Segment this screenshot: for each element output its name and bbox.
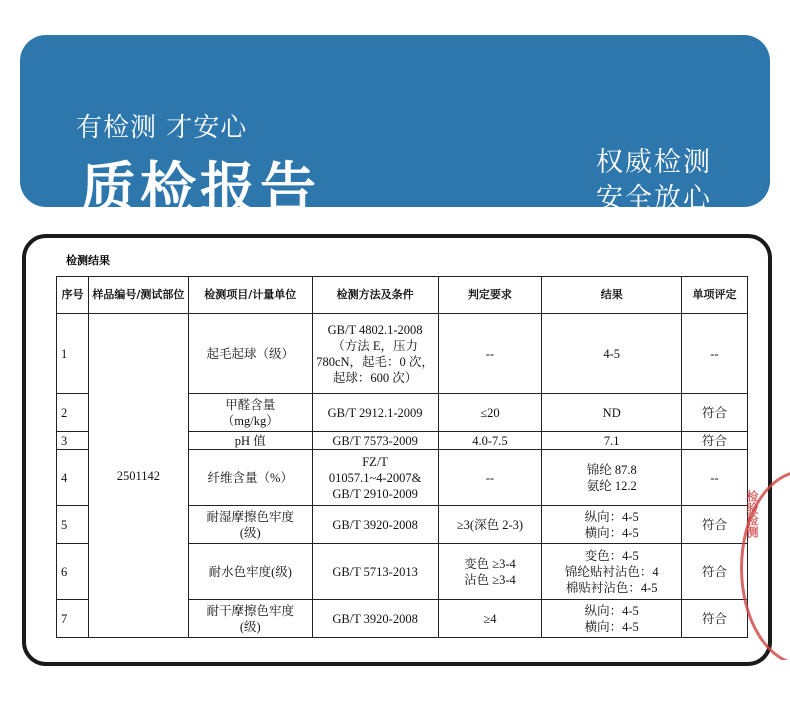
cell-item	[188, 506, 312, 544]
table-row	[57, 314, 748, 394]
cell-item-line: 耐干摩擦色牢度	[206, 603, 294, 618]
cell-method	[312, 314, 438, 394]
cell-method-line: 01057.1~4-2007&	[328, 470, 422, 485]
cell-result-line: 横向：4-5	[584, 525, 639, 540]
cell-method	[312, 394, 438, 432]
cell-method-line: GB/T 2910-2009	[332, 486, 418, 501]
cell-method-line: GB/T 2912.1-2009	[327, 405, 423, 420]
cell-method	[312, 600, 438, 638]
cell-result-line: 锦纶贴衬沾色：4	[564, 564, 659, 579]
cell-method	[312, 506, 438, 544]
cell-result-line: 7.1	[603, 433, 620, 448]
cell-result-line: 4-5	[603, 346, 621, 361]
cell-requirement-line: 变色 ≥3-4	[464, 556, 516, 571]
banner-subtitle: 有检测 才安心	[76, 113, 248, 143]
cell-result	[542, 394, 682, 432]
cell-seq: 7	[57, 600, 89, 638]
cell-verdict: 符合	[682, 432, 748, 450]
cell-requirement	[438, 450, 542, 506]
cell-item-line: 耐水色牢度(级)	[208, 564, 292, 579]
cell-requirement	[438, 600, 542, 638]
cell-item	[188, 450, 312, 506]
table-header-row	[57, 277, 748, 314]
cell-method	[312, 544, 438, 600]
cell-method-line: FZ/T	[362, 454, 388, 469]
header-item: 检测项目/计量单位	[188, 277, 312, 314]
cell-seq: 6	[57, 544, 89, 600]
cell-result-line: ND	[602, 405, 621, 420]
cell-sample-id: 2501142	[88, 314, 188, 638]
cell-verdict: 符合	[682, 394, 748, 432]
banner-slogan-line1: 权威检测	[596, 147, 712, 178]
cell-result-line: 横向：4-5	[584, 619, 639, 634]
cell-result-line: 变色：4-5	[584, 548, 639, 563]
header-seq: 序号	[57, 277, 89, 314]
cell-requirement	[438, 394, 542, 432]
cell-method	[312, 432, 438, 450]
cell-requirement-line: --	[485, 470, 495, 485]
stamp-text: 检验检测	[745, 490, 759, 538]
cell-method-line: 起球：600 次）	[332, 370, 418, 385]
cell-requirement-line: ≥4	[483, 611, 497, 626]
header-method: 检测方法及条件	[312, 277, 438, 314]
cell-result-line: 棉贴衬沾色：4-5	[565, 580, 658, 595]
header-requirement: 判定要求	[438, 277, 542, 314]
cell-requirement-line: 沾色 ≥3-4	[464, 572, 516, 587]
cell-method-line: GB/T 3920-2008	[332, 611, 418, 626]
cell-method-line: （方法 E，压力	[332, 338, 418, 353]
banner-title: 质检报告	[80, 157, 320, 222]
cell-result-line: 氨纶 12.2	[586, 478, 637, 493]
cell-item	[188, 432, 312, 450]
cell-item-line: pH 值	[234, 433, 266, 448]
cell-item-line: 纤维含量（%）	[207, 470, 293, 485]
cell-seq: 2	[57, 394, 89, 432]
cell-result	[542, 544, 682, 600]
cell-item	[188, 600, 312, 638]
cell-result-line: 纵向：4-5	[584, 509, 639, 524]
cell-item	[188, 394, 312, 432]
cell-requirement-line: ≥3(深色 2-3)	[456, 517, 524, 532]
cell-item	[188, 544, 312, 600]
cell-requirement	[438, 314, 542, 394]
cell-item-line: 甲醛含量	[225, 397, 276, 412]
cell-seq: 5	[57, 506, 89, 544]
banner-slogan	[596, 145, 712, 217]
cell-method-line: GB/T 3920-2008	[332, 517, 418, 532]
cell-result-line: 锦纶 87.8	[586, 462, 637, 477]
cell-method-line: GB/T 5713-2013	[332, 564, 418, 579]
cell-result	[542, 506, 682, 544]
cell-requirement	[438, 432, 542, 450]
cell-requirement-line: 4.0-7.5	[472, 433, 508, 448]
cell-requirement-line: ≤20	[480, 405, 500, 420]
cell-verdict: 符合	[682, 600, 748, 638]
cell-requirement	[438, 506, 542, 544]
cell-requirement	[438, 544, 542, 600]
cell-method-line: GB/T 7573-2009	[332, 433, 418, 448]
cell-verdict: --	[682, 314, 748, 394]
cell-item-line: 耐湿摩擦色牢度	[206, 509, 294, 524]
cell-method-line: GB/T 4802.1-2008	[327, 322, 423, 337]
cell-item-line: (级)	[239, 619, 261, 634]
test-report-card	[22, 234, 772, 666]
header-banner	[20, 35, 770, 222]
cell-seq: 3	[57, 432, 89, 450]
red-seal-stamp	[740, 470, 790, 660]
cell-method	[312, 450, 438, 506]
cell-result-line: 纵向：4-5	[584, 603, 639, 618]
cell-item-line: （mg/kg）	[221, 413, 279, 428]
cell-item-line: (级)	[239, 525, 261, 540]
cell-seq: 1	[57, 314, 89, 394]
banner-slogan-line2: 安全放心	[596, 183, 712, 214]
cell-result	[542, 450, 682, 506]
cell-verdict: --	[682, 450, 748, 506]
cell-requirement-line: --	[485, 346, 495, 361]
report-caption: 检测结果	[66, 254, 110, 267]
results-table	[56, 276, 748, 638]
header-sample: 样品编号/测试部位	[88, 277, 188, 314]
cell-result	[542, 432, 682, 450]
cell-result	[542, 600, 682, 638]
cell-seq: 4	[57, 450, 89, 506]
cell-result	[542, 314, 682, 394]
cell-verdict: 符合	[682, 544, 748, 600]
cell-verdict: 符合	[682, 506, 748, 544]
cell-item	[188, 314, 312, 394]
header-verdict: 单项评定	[682, 277, 748, 314]
cell-item-line: 起毛起球（级）	[206, 346, 294, 361]
cell-method-line: 780cN，起毛：0 次，	[316, 354, 434, 369]
header-result: 结果	[542, 277, 682, 314]
